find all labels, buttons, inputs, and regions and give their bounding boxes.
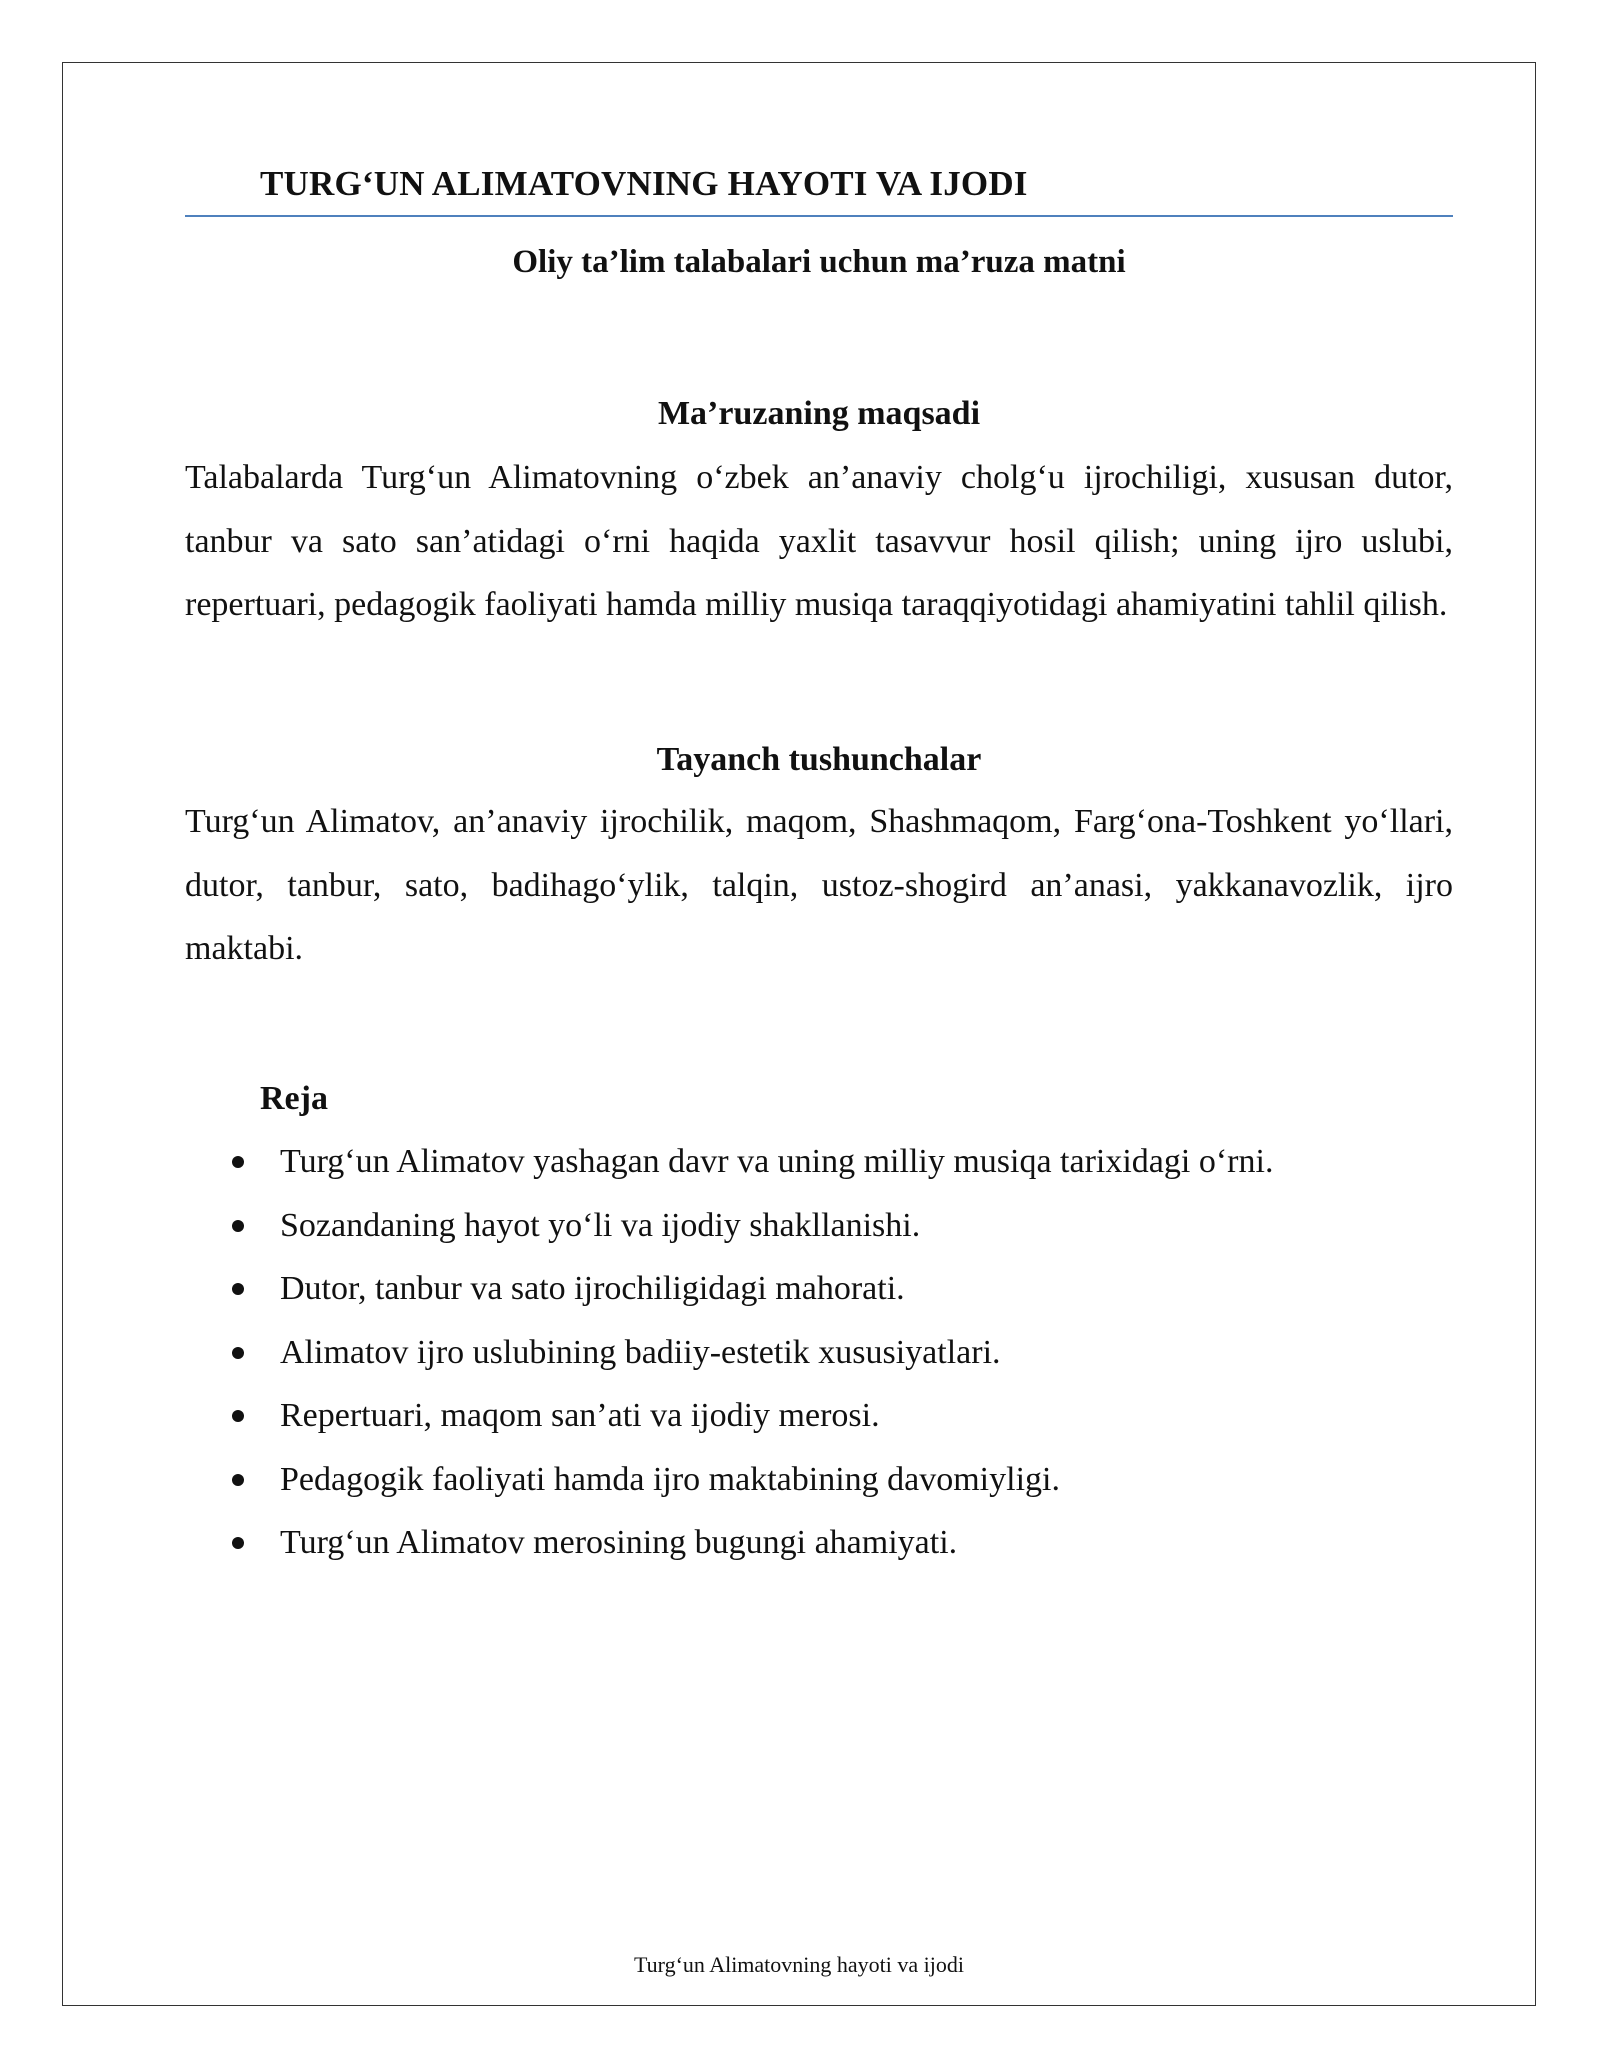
plan-item — [228, 1257, 1448, 1321]
plan-item — [228, 1321, 1448, 1385]
plan-item-text: Sozandaning hayot yo‘li va ijodiy shakllanishi. — [280, 1206, 921, 1244]
plan-item — [228, 1448, 1448, 1512]
bullet-icon — [232, 1347, 244, 1359]
title-underline — [185, 215, 1453, 217]
page-border — [62, 62, 1536, 2006]
plan-item-text: Turg‘un Alimatov yashagan davr va uning milliy musiqa tarixidagi o‘rni. — [280, 1143, 1274, 1180]
bullet-icon — [232, 1410, 244, 1422]
document-title: TURG‘UN ALIMATOVNING HAYOTI VA IJODI — [260, 164, 1028, 203]
plan-item-text: Turg‘un Alimatov merosining bugungi ahamiyati. — [280, 1524, 958, 1561]
key-concepts-paragraph: Turg‘un Alimatov, an’anaviy ijrochilik, maqom, Shashmaqom, Farg‘ona-Toshkent yo‘llari, dutor, tanbur, sato, badihago‘ylik, talqin, ustoz-shogird an’anasi, yakkanavozlik, ijro maktabi. — [185, 803, 1453, 967]
plan-item — [228, 1511, 1448, 1575]
purpose-heading: Ma’ruzaning maqsadi — [657, 395, 981, 432]
plan-item — [228, 1384, 1448, 1448]
plan-heading: Reja — [260, 1080, 328, 1117]
plan-item-text: Pedagogik faoliyati hamda ijro maktabining davomiyligi. — [280, 1460, 1060, 1498]
plan-item — [228, 1130, 1448, 1194]
bullet-icon — [232, 1474, 244, 1486]
bullet-icon — [232, 1156, 244, 1168]
plan-item-text: Dutor, tanbur va sato ijrochiligidagi mahorati. — [280, 1270, 905, 1307]
bullet-icon — [232, 1220, 244, 1232]
document-subtitle: Oliy ta’lim talabalari uchun ma’ruza matni — [512, 244, 1126, 280]
plan-item-text: Alimatov ijro uslubining badiiy-estetik xususiyatlari. — [280, 1333, 1001, 1371]
purpose-paragraph: Talabalarda Turg‘un Alimatovning o‘zbek an’anaviy cholg‘u ijrochiligi, xususan dutor, tanbur va sato san’atidagi o‘rni haqida yaxlit tasavvur hosil qilish; uning ijro uslubi, repertuari, pedagogik faoliyati hamda milliy musiqa taraqqiyotidagi ahamiyatini tahlil qilish. — [185, 459, 1453, 623]
page-footer: Turg‘un Alimatovning hayoti va ijodi — [633, 1952, 964, 1977]
plan-item — [228, 1194, 1448, 1258]
plan-item-text: Repertuari, maqom san’ati va ijodiy merosi. — [280, 1397, 880, 1434]
bullet-icon — [232, 1283, 244, 1295]
bullet-icon — [232, 1537, 244, 1549]
plan-list — [228, 1130, 1448, 1575]
key-concepts-heading: Tayanch tushunchalar — [656, 741, 982, 778]
